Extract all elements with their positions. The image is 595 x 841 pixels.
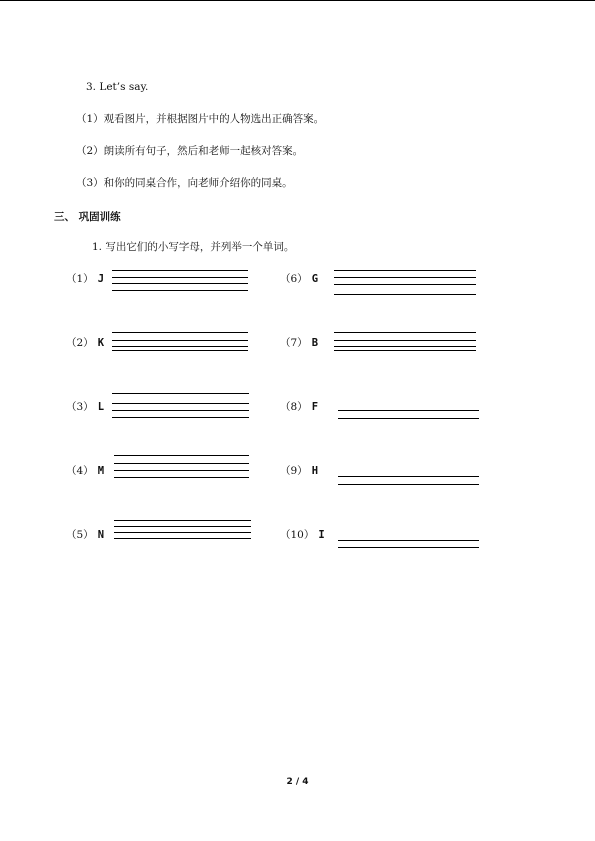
page-top-rule (0, 0, 595, 1)
exercise-item: （1） J (66, 273, 105, 285)
exercise-item: （2） K (66, 337, 105, 349)
exercise-item: （4） M (66, 465, 105, 477)
step-3: （3）和你的同桌合作，向老师介绍你的同桌。 (76, 177, 293, 189)
task-instruction: 1. 写出它们的小写字母，并列举一个单词。 (92, 241, 295, 253)
page-number: 2 / 4 (286, 777, 309, 787)
step-2: （2）朗读所有句子，然后和老师一起核对答案。 (76, 145, 304, 157)
step-1: （1）观看图片，并根据图片中的人物选出正确答案。 (76, 113, 325, 125)
exercise-item: （5） N (66, 529, 105, 541)
exercise-item: （3） L (66, 401, 105, 413)
exercise-item: （9） H (280, 465, 319, 477)
exercise-item: （8） F (280, 401, 319, 413)
exercise-item: （6） G (280, 273, 319, 285)
exercise-item: （7） B (280, 337, 319, 349)
section-heading: 三、 巩固训练 (54, 211, 121, 223)
exercise-item: （10） I (280, 529, 325, 541)
item-3-title: 3. Let’s say. (86, 81, 149, 93)
